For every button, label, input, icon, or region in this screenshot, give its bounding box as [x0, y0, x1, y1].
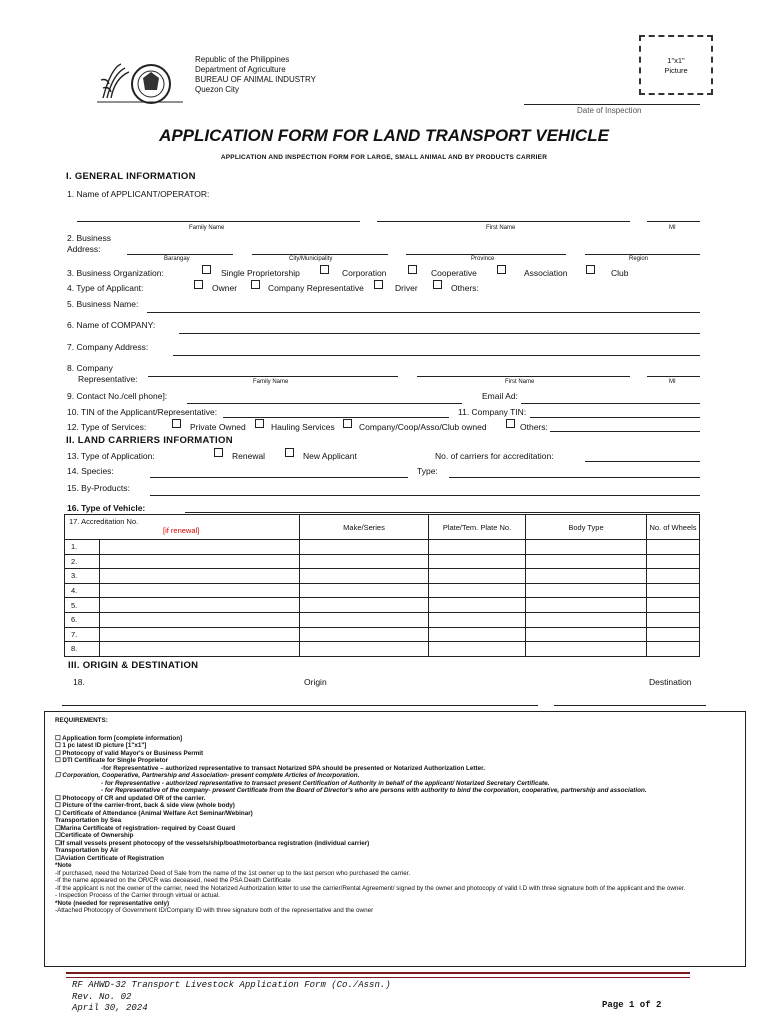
- agency-header: [195, 55, 316, 95]
- new-applicant-checkbox[interactable]: [285, 448, 294, 457]
- association-checkbox[interactable]: [497, 265, 506, 274]
- form-subtitle: APPLICATION AND INSPECTION FORM FOR LARGE, SMALL ANIMAL AND BY PRODUCTS CARRIER: [220, 154, 548, 161]
- single-proprietorship-checkbox[interactable]: [202, 265, 211, 274]
- applicant-first-name-field[interactable]: [377, 221, 630, 222]
- form-code: RF AHWD-32 Transport Livestock Application Form (Co./Assn.): [72, 980, 391, 990]
- picture-box: 1"x1" Picture: [639, 35, 713, 95]
- table-row: 8.: [65, 642, 700, 657]
- byproducts-label: 15. By-Products:: [67, 483, 130, 493]
- email-label: Email Ad:: [482, 391, 518, 401]
- city-field[interactable]: [252, 254, 388, 255]
- agency-line: Department of Agriculture: [195, 65, 286, 74]
- company-name-label: 6. Name of COMPANY:: [67, 320, 156, 330]
- table-row: 1.: [65, 540, 700, 555]
- applicant-family-name-field[interactable]: [77, 221, 360, 222]
- others-checkbox[interactable]: [433, 280, 442, 289]
- table-row: 4.: [65, 583, 700, 598]
- destination-field[interactable]: [554, 705, 706, 706]
- section1-heading: I. GENERAL INFORMATION: [66, 171, 196, 182]
- applicant-mi-field[interactable]: [647, 221, 700, 222]
- plate-header: Plate/Tem. Plate No.: [429, 515, 526, 540]
- type-field[interactable]: [449, 477, 700, 478]
- agency-line: Republic of the Philippines: [195, 55, 290, 64]
- revision-date: April 30, 2024: [72, 1003, 148, 1013]
- tin-label: 10. TIN of the Applicant/Representative:: [67, 407, 218, 417]
- corporation-checkbox[interactable]: [320, 265, 329, 274]
- hauling-services-checkbox[interactable]: [255, 419, 264, 428]
- private-owned-checkbox[interactable]: [172, 419, 181, 428]
- table-row: 3.: [65, 569, 700, 584]
- vehicle-type-field[interactable]: [185, 512, 700, 513]
- address-part-label: Province: [471, 256, 495, 262]
- services-others-field[interactable]: [550, 431, 700, 432]
- vehicle-type-label: 16. Type of Vehicle:: [67, 503, 146, 513]
- company-tin-label: 11. Company TIN:: [458, 407, 527, 417]
- footer-rule: [66, 972, 690, 974]
- table-header-row: [65, 515, 700, 540]
- date-of-inspection-field[interactable]: [524, 104, 700, 105]
- requirements-list: ☐ Application form [complete information] ☐ 1 pc latest ID picture [1"x1"] ☐ Photocopy of valid Mayor's or Business Permit ☐ DTI Certificate for Single Proprietor -for Representative – authorized representative to transact Notarized SPA should be presented or Notarized Authorization Letter. ☐ Corporation, Cooperative, Partnership and Association- present complete Articles of Incorporation. - for Representative - authorized representative to transact present Certification of Authority in behalf of the applicant/ Notarized Secretary Certificate. - for Representative of the company- present Certificate from the Board of Director's who are persons with authority to bind the corporation, cooperative, partnership and association. ☐ Photocopy of CR and updated OR of the carrier. ☐ Picture of the carrier-front, back & side view (whole body) ☐ Certificate of Attendance (Animal Welfare Act Seminar/Webinar) Transportation by Sea ☐Marina Certificate of registration- required by Coast Guard ☐Certificate of Ownership ☐If small vessels present photocopy of the vessels/ship/boat/motorbanca registration (individual carrier) Transportation by Air ☐Aviation Certificate of Registration *Note -If purchased, need the Notarized Deed of Sale from the name of the 1st owner up to the last person who purchased the carrier. -If the name appeared on the OR/CR was deceased, need the PSA Death Certificate -If the applicant is not the owner of the carrier, need the Notarized Authorization letter to use the carrier/Rental Agreement/ signed by the owner and photocopy of valid I.D with three signature both of the applicant and the owner. - Inspection Process of the Carrier through virtual or actual. *Note (needed for representative only) -Attached Photocopy of Government ID/Company ID with three signature both of the representative and the owner: [55, 734, 686, 914]
- company-rep-label: 8. Company Representative:: [67, 363, 138, 384]
- rep-first-name-field[interactable]: [417, 376, 630, 377]
- company-name-field[interactable]: [179, 333, 700, 334]
- species-label: 14. Species:: [67, 466, 114, 476]
- driver-checkbox[interactable]: [374, 280, 383, 289]
- vehicle-table: [64, 514, 700, 657]
- section2-heading: II. LAND CARRIERS INFORMATION: [66, 435, 233, 446]
- contact-field[interactable]: [187, 403, 462, 404]
- address-part-label: Barangay: [164, 256, 190, 262]
- form-title: APPLICATION FORM FOR LAND TRANSPORT VEHICLE: [159, 126, 609, 145]
- destination-label: Destination: [649, 677, 692, 687]
- company-address-field[interactable]: [173, 355, 700, 356]
- bai-logo: [93, 58, 185, 108]
- date-of-inspection-label: Date of Inspection: [577, 106, 642, 115]
- agency-line: BUREAU OF ANIMAL INDUSTRY: [195, 75, 316, 84]
- footer-rule-thin: [66, 977, 690, 978]
- applicant-type-label: 4. Type of Applicant:: [67, 283, 144, 293]
- company-owned-checkbox[interactable]: [343, 419, 352, 428]
- origin-field[interactable]: [62, 705, 538, 706]
- rep-mi-field[interactable]: [647, 376, 700, 377]
- origin-label: Origin: [304, 677, 327, 687]
- owner-checkbox[interactable]: [194, 280, 203, 289]
- table-row: 6.: [65, 612, 700, 627]
- table-row: 5.: [65, 598, 700, 613]
- renewal-checkbox[interactable]: [214, 448, 223, 457]
- province-field[interactable]: [406, 254, 566, 255]
- name-part-label: Family Name: [189, 225, 225, 231]
- club-checkbox[interactable]: [586, 265, 595, 274]
- rep-family-name-field[interactable]: [148, 376, 398, 377]
- business-name-label: 5. Business Name:: [67, 299, 139, 309]
- accreditation-header: 17. Accreditation No. [if renewal]: [65, 515, 300, 540]
- application-type-label: 13. Type of Application:: [67, 451, 155, 461]
- section3-heading: III. ORIGIN & DESTINATION: [68, 660, 199, 671]
- business-address-label: 2. Business Address:: [67, 233, 111, 254]
- company-representative-checkbox[interactable]: [251, 280, 260, 289]
- wheels-header: No. of Wheels: [647, 515, 700, 540]
- table-row: 7.: [65, 627, 700, 642]
- body-type-header: Body Type: [526, 515, 647, 540]
- email-field[interactable]: [521, 403, 700, 404]
- company-tin-field[interactable]: [530, 417, 700, 418]
- origin-row-number: 18.: [73, 677, 85, 687]
- business-org-label: 3. Business Organization:: [67, 268, 164, 278]
- address-part-label: Region: [629, 256, 649, 262]
- tin-field[interactable]: [223, 417, 449, 418]
- byproducts-field[interactable]: [150, 495, 700, 496]
- type-label: Type:: [417, 466, 438, 476]
- carriers-count-field[interactable]: [585, 461, 700, 462]
- make-series-header: Make/Series: [300, 515, 429, 540]
- requirements-box: [44, 711, 746, 967]
- business-name-field[interactable]: [147, 312, 700, 313]
- services-others-checkbox[interactable]: [506, 419, 515, 428]
- revision-number: Rev. No. 02: [72, 992, 132, 1002]
- services-label: 12. Type of Services:: [67, 422, 147, 432]
- species-field[interactable]: [150, 477, 408, 478]
- page-number: Page 1 of 2: [602, 1000, 662, 1010]
- requirements-heading: REQUIREMENTS:: [55, 717, 108, 724]
- company-address-label: 7. Company Address:: [67, 342, 149, 352]
- table-row: 2.: [65, 554, 700, 569]
- agency-line: Quezon City: [195, 85, 240, 94]
- contact-label: 9. Contact No./cell phone]:: [67, 391, 168, 401]
- cooperative-checkbox[interactable]: [408, 265, 417, 274]
- name-part-label: First Name: [486, 225, 516, 231]
- region-field[interactable]: [585, 254, 700, 255]
- carriers-count-label: No. of carriers for accreditation:: [435, 451, 554, 461]
- address-part-label: City/Municipality: [289, 256, 333, 262]
- name-part-label: MI: [669, 225, 676, 231]
- applicant-label: 1. Name of APPLICANT/OPERATOR:: [67, 189, 210, 199]
- barangay-field[interactable]: [127, 254, 233, 255]
